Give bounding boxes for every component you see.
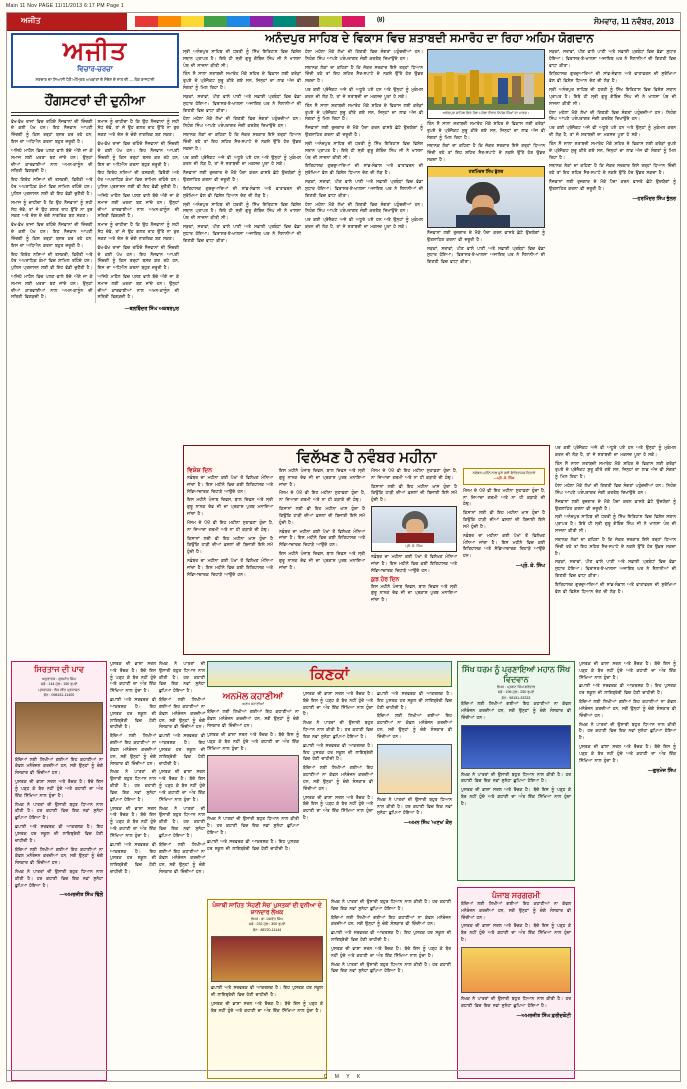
paragraph: ਮੌਸਮ ਦੇ ਪੱਖੋਂ ਵੀ ਇਹ ਮਹੀਨਾ ਸੁਹਾਵਣਾ ਹੁੰਦਾ ਹੈ, ਨਾ ਜ਼ਿਆਦਾ ਗਰਮੀ ਅਤੇ ਨਾ ਹੀ ਕੜਾਕੇ ਦੀ ਠੰਢ। bbox=[371, 468, 457, 480]
far-right-signature: —ਗੁਰਮੇਜ ਸਿੰਘ bbox=[647, 767, 676, 774]
paragraph: ਛਪਾਈ ਅਤੇ ਸਰਵਰਕ ਵੀ ਆਕਰਸ਼ਕ ਹੈ। ਇਹ ਪੁਸਤਕ ਹਰ ਸਕੂਲ ਦੀ ਲਾਇਬ੍ਰੇਰੀ ਵਿਚ ਹੋਣੀ ਚਾਹੀਦੀ ਹੈ। bbox=[303, 742, 373, 762]
left-article-signature: —ਬਲਵਿੰਦਰ ਸਿੰਘ ਅਕਬਰਪੁਰ bbox=[124, 306, 179, 313]
book-review-mid-title: ਪੰਜਾਬੀ ਸਾਹਿਤ 'ਸੋਹਣੀ ਸੋਚ' ਪੁਸਤਕਾਂ ਦੀ ਦੁਨੀਆ ਦੇ ਸ਼ਾਨਦਾਰ ਲੇਖਕ bbox=[212, 903, 322, 916]
paragraph: ਬੱਚਿਆਂ ਲਈ ਲਿਖੀਆਂ ਗਈਆਂ ਇਹ ਕਹਾਣੀਆਂ ਨਾ ਕੇਵਲ ਮਨੋਰੰਜਨ ਕਰਦੀਆਂ ਹਨ, ਸਗੋਂ ਉਨ੍ਹਾਂ ਨੂੰ ਚੰਗੇ ਸੰਸਕਾਰ ਵੀ ਦਿੰਦੀਆਂ ਹਨ। bbox=[159, 697, 205, 730]
paragraph: ਕਿਸਾਨਾਂ ਲਈ ਵੀ ਇਹ ਮਹੀਨਾ ਖ਼ਾਸ ਹੁੰਦਾ ਹੈ ਕਿਉਂਕਿ ਹਾੜੀ ਦੀਆਂ ਫ਼ਸਲਾਂ ਦੀ ਬਿਜਾਈ ਇਸੇ ਸਮੇਂ ਹੁੰਦੀ ਹੈ। bbox=[187, 535, 273, 555]
feature-column-4 bbox=[463, 468, 545, 569]
book-meta: ਸਫ਼ੇ : 196 ਮੁੱਲ : 250 ਰੁਪਏ bbox=[497, 690, 535, 695]
book-meta: ਸਫ਼ੇ : 144 ਮੁੱਲ : 150 ਰੁਪਏ bbox=[40, 682, 78, 687]
masthead-logo-box bbox=[11, 33, 179, 88]
paragraph: ਮੌਸਮ ਦੇ ਪੱਖੋਂ ਵੀ ਇਹ ਮਹੀਨਾ ਸੁਹਾਵਣਾ ਹੁੰਦਾ ਹੈ, ਨਾ ਜ਼ਿਆਦਾ ਗਰਮੀ ਅਤੇ ਨਾ ਹੀ ਕੜਾਕੇ ਦੀ ਠੰਢ। bbox=[187, 519, 273, 532]
paragraph: ਸ੍ਰੀ ਅਨੰਦਪੁਰ ਸਾਹਿਬ ਦੀ ਧਰਤੀ ਨੂੰ ਸਿੱਖ ਇਤਿਹਾਸ ਵਿਚ ਵਿਸ਼ੇਸ਼ ਸਥਾਨ ਪ੍ਰਾਪਤ ਹੈ। ਇਥੇ ਹੀ ਸ੍ਰੀ ਗੁਰੂ ਗੋਬਿੰਦ ਸਿੰਘ ਜੀ ਨੇ ਖਾਲਸਾ ਪੰਥ ਦੀ ਸਾਜਨਾ ਕੀਤੀ ਸੀ। bbox=[183, 49, 301, 68]
paragraph: ਪੁਸਤਕ ਦੀ ਭਾਸ਼ਾ ਸਰਲ ਅਤੇ ਰੌਚਕ ਹੈ। ਬੱਚੇ ਇਸ ਨੂੰ ਪੜ੍ਹ ਕੇ ਬੋਰ ਨਹੀਂ ਹੁੰਦੇ ਅਤੇ ਕਹਾਣੀ ਦਾ ਅੰਤ ਇੱਕ ਸਿੱਖਿਆ ਨਾਲ ਹੁੰਦਾ ਹੈ। bbox=[159, 769, 205, 802]
paragraph: ਇਤਿਹਾਸਕ ਗੁਰਦੁਆਰਿਆਂ ਦੀ ਸਾਂਭ-ਸੰਭਾਲ ਅਤੇ ਵਾਤਾਵਰਨ ਦੀ ਸੁਰੱਖਿਆ ਵੱਲ ਵੀ ਵਿਸ਼ੇਸ਼ ਧਿਆਨ ਦੇਣ ਦੀ ਲੋੜ ਹੈ। bbox=[183, 185, 301, 198]
paragraph: ਹੋਲਾ ਮਹੱਲਾ ਮੌਕੇ ਲੱਖਾਂ ਦੀ ਗਿਣਤੀ ਵਿਚ ਸੰਗਤਾਂ ਪਹੁੰਚਦੀਆਂ ਹਨ। ਨਿਹੰਗ ਸਿੰਘ ਆਪਣੇ ਪਰੰਪਰਾਗਤ ਜੰਗੀ ਕਰਤੱਬ ਦਿਖਾਉਂਦੇ ਹਨ। bbox=[305, 49, 423, 61]
paragraph: ਨੌਜਵਾਨਾਂ ਲਈ ਰੁਜ਼ਗਾਰ ਦੇ ਮੌਕੇ ਪੈਦਾ ਕਰਨ ਵਾਸਤੇ ਛੋਟੇ ਉਦਯੋਗਾਂ ਨੂੰ ਉਤਸ਼ਾਹਿਤ ਕਰਨਾ ਵੀ ਜ਼ਰੂਰੀ ਹੈ। bbox=[555, 498, 676, 511]
paragraph: ਛਪਾਈ ਅਤੇ ਸਰਵਰਕ ਵੀ ਆਕਰਸ਼ਕ ਹੈ। ਇਹ ਪੁਸਤਕ ਹਰ ਸਕੂਲ ਦੀ ਲਾਇਬ੍ਰੇਰੀ ਵਿਚ ਹੋਣੀ ਚਾਹੀਦੀ ਹੈ। bbox=[110, 697, 156, 730]
feature-subhead-2: ਕੁਝ ਹੋਰ ਦਿਨ bbox=[371, 576, 400, 583]
paragraph: ਇਸ ਮਹੀਨੇ ਪੰਜਾਬ ਦਿਵਸ, ਬਾਲ ਦਿਵਸ ਅਤੇ ਸ੍ਰੀ ਗੁਰੂ ਨਾਨਕ ਦੇਵ ਜੀ ਦਾ ਪ੍ਰਕਾਸ਼ ਪੁਰਬ ਮਨਾਇਆ ਜਾਂਦਾ ਹੈ। bbox=[371, 583, 457, 603]
kids-column-1 bbox=[207, 691, 299, 855]
paragraph: ਇਤਿਹਾਸਕ ਗੁਰਦੁਆਰਿਆਂ ਦੀ ਸਾਂਭ-ਸੰਭਾਲ ਅਤੇ ਵਾਤਾਵਰਨ ਦੀ ਸੁਰੱਖਿਆ ਵੱਲ ਵੀ ਵਿਸ਼ੇਸ਼ ਧਿਆਨ ਦੇਣ ਦੀ ਲੋੜ ਹੈ। bbox=[555, 581, 676, 594]
paragraph: ਸੜਕਾਂ, ਸਰਾਵਾਂ, ਪੀਣ ਵਾਲੇ ਪਾਣੀ ਅਤੇ ਸਫ਼ਾਈ ਪ੍ਰਬੰਧਾਂ ਵਿਚ ਵੱਡਾ ਸੁਧਾਰ ਹੋਇਆ। ਵਿਰਾਸਤ-ਏ-ਖਾਲਸਾ ਅਜਾਇਬ ਘਰ ਨੇ ਸੈਲਾਨੀਆਂ ਦੀ ਗਿਣਤੀ ਵਿਚ ਵਾਧਾ ਕੀਤਾ। bbox=[183, 224, 301, 243]
paragraph: ਛਪਾਈ ਅਤੇ ਸਰਵਰਕ ਵੀ ਆਕਰਸ਼ਕ ਹੈ। ਇਹ ਪੁਸਤਕ ਹਰ ਸਕੂਲ ਦੀ ਲਾਇਬ੍ਰੇਰੀ ਵਿਚ ਹੋਣੀ ਚਾਹੀਦੀ ਹੈ। bbox=[377, 691, 452, 710]
photo-caption: ਅਨੰਦਪੁਰ ਸਾਹਿਬ ਵਿਖੇ ਹੋਲਾ ਮਹੱਲਾ ਦੌਰਾਨ ਨਿਹੰਗ ਸਿੰਘਾਂ ਦਾ ਮਾਰਚ। bbox=[428, 110, 544, 116]
book-meta: ਸਫ਼ੇ : 232 ਮੁੱਲ : 300 ਰੁਪਏ bbox=[248, 922, 286, 927]
book-review-right bbox=[457, 661, 575, 881]
paragraph: ਸ੍ਰੀ ਅਨੰਦਪੁਰ ਸਾਹਿਬ ਦੀ ਧਰਤੀ ਨੂੰ ਸਿੱਖ ਇਤਿਹਾਸ ਵਿਚ ਵਿਸ਼ੇਸ਼ ਸਥਾਨ ਪ੍ਰਾਪਤ ਹੈ। ਇਥੇ ਹੀ ਸ੍ਰੀ ਗੁਰੂ ਗੋਬਿੰਦ ਸਿੰਘ ਜੀ ਨੇ ਖਾਲਸਾ ਪੰਥ ਦੀ ਸਾਜਨਾ ਕੀਤੀ ਸੀ। bbox=[305, 140, 423, 160]
feature-column-1 bbox=[187, 468, 273, 581]
kids-banner-title: ਕਿਣਕਾਂ bbox=[309, 666, 350, 683]
punjab-sargarmi-signature: —ਅਮਰਜੀਤ ਸਿੰਘ ਫ਼ਰੀਦਕੋਟੀ bbox=[516, 1012, 571, 1019]
paragraph: ਨੌਜਵਾਨਾਂ ਲਈ ਰੁਜ਼ਗਾਰ ਦੇ ਮੌਕੇ ਪੈਦਾ ਕਰਨ ਵਾਸਤੇ ਛੋਟੇ ਉਦਯੋਗਾਂ ਨੂੰ ਉਤਸ਼ਾਹਿਤ ਕਰਨਾ ਵੀ ਜ਼ਰੂਰੀ ਹੈ। bbox=[549, 179, 676, 191]
paragraph: ਇਹ ਗਿਰੋਹ ਨਸ਼ਿਆਂ ਦੀ ਤਸਕਰੀ, ਫਿਰੌਤੀ ਅਤੇ ਹੋਰ ਅਪਰਾਧਿਕ ਕੰਮਾਂ ਵਿਚ ਸ਼ਾਮਿਲ ਰਹਿੰਦੇ ਹਨ। ਪੁਲਿਸ ਪ੍ਰਸ਼ਾਸਨ ਲਈ ਵੀ ਇਹ ਵੱਡੀ ਚੁਣੌਤੀ ਹੈ। bbox=[97, 170, 179, 190]
paragraph: ਸੜਕਾਂ, ਸਰਾਵਾਂ, ਪੀਣ ਵਾਲੇ ਪਾਣੀ ਅਤੇ ਸਫ਼ਾਈ ਪ੍ਰਬੰਧਾਂ ਵਿਚ ਵੱਡਾ ਸੁਧਾਰ ਹੋਇਆ। ਵਿਰਾਸਤ-ਏ-ਖਾਲਸਾ ਅਜਾਇਬ ਘਰ ਨੇ ਸੈਲਾਨੀਆਂ ਦੀ ਗਿਣਤੀ ਵਿਚ ਵਾਧਾ ਕੀਤਾ। bbox=[305, 179, 423, 198]
paragraph: ਛਪਾਈ ਅਤੇ ਸਰਵਰਕ ਵੀ ਆਕਰਸ਼ਕ ਹੈ। ਇਹ ਪੁਸਤਕ ਹਰ ਸਕੂਲ ਦੀ ਲਾਇਬ੍ਰੇਰੀ ਵਿਚ ਹੋਣੀ ਚਾਹੀਦੀ ਹੈ। bbox=[579, 683, 676, 696]
masthead-subtitle: ਵਿਚਾਰ-ਚਰਚਾ bbox=[77, 66, 113, 73]
date-line: ਸੋਮਵਾਰ, 11 ਨਵੰਬਰ, 2013 bbox=[593, 17, 674, 26]
paragraph: ਅਜਿਹੇ ਮਾਹੌਲ ਵਿਚ ਪਲਣ ਵਾਲੇ ਬੱਚੇ ਅੱਗੇ ਜਾ ਕੇ ਸਮਾਜ ਲਈ ਖ਼ਤਰਾ ਬਣ ਜਾਂਦੇ ਹਨ। ਉਨ੍ਹਾਂ ਦੀਆਂ ਕਾਰਵਾਈਆਂ ਨਾਲ ਅਮਨ-ਕਾਨੂੰਨ ਦੀ ਸਥਿਤੀ ਵਿਗੜਦੀ ਹੈ। bbox=[97, 273, 179, 300]
paragraph: ਬੱਚਿਆਂ ਲਈ ਲਿਖੀਆਂ ਗਈਆਂ ਇਹ ਕਹਾਣੀਆਂ ਨਾ ਕੇਵਲ ਮਨੋਰੰਜਨ ਕਰਦੀਆਂ ਹਨ, ਸਗੋਂ ਉਨ੍ਹਾਂ ਨੂੰ ਚੰਗੇ ਸੰਸਕਾਰ ਵੀ ਦਿੰਦੀਆਂ ਹਨ। bbox=[110, 733, 156, 766]
book-meta: ਲੇਖਕ : ਡਾ. ਜਸਵੰਤ ਸਿੰਘ bbox=[250, 917, 284, 921]
left-column bbox=[11, 33, 179, 312]
paragraph: ਸ੍ਰੀ ਅਨੰਦਪੁਰ ਸਾਹਿਬ ਦੀ ਧਰਤੀ ਨੂੰ ਸਿੱਖ ਇਤਿਹਾਸ ਵਿਚ ਵਿਸ਼ੇਸ਼ ਸਥਾਨ ਪ੍ਰਾਪਤ ਹੈ। ਇਥੇ ਹੀ ਸ੍ਰੀ ਗੁਰੂ ਗੋਬਿੰਦ ਸਿੰਘ ਜੀ ਨੇ ਖਾਲਸਾ ਪੰਥ ਦੀ ਸਾਜਨਾ ਕੀਤੀ ਸੀ। bbox=[549, 87, 676, 106]
paragraph: ਤਿੰਨ ਸੌ ਸਾਲਾ ਸ਼ਤਾਬਦੀ ਸਮਾਰੋਹ ਮੌਕੇ ਸ਼ਹਿਰ ਦੇ ਵਿਕਾਸ ਲਈ ਕਰੋੜਾਂ ਰੁਪਏ ਦੇ ਪ੍ਰੋਜੈਕਟ ਸ਼ੁਰੂ ਕੀਤੇ ਗਏ ਸਨ, ਜਿਨ੍ਹਾਂ ਦਾ ਲਾਭ ਅੱਜ ਵੀ ਸੰਗਤਾਂ ਨੂੰ ਮਿਲ ਰਿਹਾ ਹੈ। bbox=[183, 71, 301, 91]
paragraph: ਬੱਚਿਆਂ ਲਈ ਲਿਖੀਆਂ ਗਈਆਂ ਇਹ ਕਹਾਣੀਆਂ ਨਾ ਕੇਵਲ ਮਨੋਰੰਜਨ ਕਰਦੀਆਂ ਹਨ, ਸਗੋਂ ਉਨ੍ਹਾਂ ਨੂੰ ਚੰਗੇ ਸੰਸਕਾਰ ਵੀ ਦਿੰਦੀਆਂ ਹਨ। bbox=[377, 713, 452, 739]
paragraph: ਤਿੰਨ ਸੌ ਸਾਲਾ ਸ਼ਤਾਬਦੀ ਸਮਾਰੋਹ ਮੌਕੇ ਸ਼ਹਿਰ ਦੇ ਵਿਕਾਸ ਲਈ ਕਰੋੜਾਂ ਰੁਪਏ ਦੇ ਪ੍ਰੋਜੈਕਟ ਸ਼ੁਰੂ ਕੀਤੇ ਗਏ ਸਨ, ਜਿਨ੍ਹਾਂ ਦਾ ਲਾਭ ਅੱਜ ਵੀ ਸੰਗਤਾਂ ਨੂੰ ਮਿਲ ਰਿਹਾ ਹੈ। bbox=[305, 102, 423, 122]
masthead-strapline: ਸਰਦਾਰ ਦਾ ਸਿਆਸੀ ਪੈਰੋਂ ਅੰਮ੍ਰਿਤ ਅਖਬਾਰਾਂ ਦੇ ਸੰਦੇਸ਼ ਦੇ ਨਾਲ ਦੀ — ਲੋਕ ਰਾਜਧਾਨੀ bbox=[35, 77, 155, 82]
far-right-column bbox=[579, 661, 676, 774]
right-rail-column bbox=[555, 445, 676, 598]
paragraph: ਕਿਸਾਨਾਂ ਲਈ ਵੀ ਇਹ ਮਹੀਨਾ ਖ਼ਾਸ ਹੁੰਦਾ ਹੈ ਕਿਉਂਕਿ ਹਾੜੀ ਦੀਆਂ ਫ਼ਸਲਾਂ ਦੀ ਬਿਜਾਈ ਇਸੇ ਸਮੇਂ ਹੁੰਦੀ ਹੈ। bbox=[371, 483, 457, 503]
paragraph: ਲੇਖਕ ਨੇ ਪਾਤਰਾਂ ਦੀ ਉਸਾਰੀ ਬਹੁਤ ਧਿਆਨ ਨਾਲ ਕੀਤੀ ਹੈ। ਹਰ ਕਹਾਣੀ ਵਿਚ ਇਕ ਨਵਾਂ ਸੁਨੇਹਾ ਛੁਪਿਆ ਹੋਇਆ ਹੈ। bbox=[15, 801, 103, 821]
paragraph: ਸ੍ਰੀ ਅਨੰਦਪੁਰ ਸਾਹਿਬ ਦੀ ਧਰਤੀ ਨੂੰ ਸਿੱਖ ਇਤਿਹਾਸ ਵਿਚ ਵਿਸ਼ੇਸ਼ ਸਥਾਨ ਪ੍ਰਾਪਤ ਹੈ। ਇਥੇ ਹੀ ਸ੍ਰੀ ਗੁਰੂ ਗੋਬਿੰਦ ਸਿੰਘ ਜੀ ਨੇ ਖਾਲਸਾ ਪੰਥ ਦੀ ਸਾਜਨਾ ਕੀਤੀ ਸੀ। bbox=[555, 514, 676, 534]
paragraph: ਪੁਸਤਕ ਦੀ ਭਾਸ਼ਾ ਸਰਲ ਅਤੇ ਰੌਚਕ ਹੈ। ਬੱਚੇ ਇਸ ਨੂੰ ਪੜ੍ਹ ਕੇ ਬੋਰ ਨਹੀਂ ਹੁੰਦੇ ਅਤੇ ਕਹਾਣੀ ਦਾ ਅੰਤ ਇੱਕ ਸਿੱਖਿਆ ਨਾਲ ਹੁੰਦਾ ਹੈ। bbox=[331, 945, 451, 958]
bottom-column-text bbox=[331, 899, 451, 977]
story-column-2 bbox=[305, 49, 423, 233]
punjab-illustration bbox=[461, 947, 571, 993]
paragraph: ਲੇਖਕ ਨੇ ਪਾਤਰਾਂ ਦੀ ਉਸਾਰੀ ਬਹੁਤ ਧਿਆਨ ਨਾਲ ਕੀਤੀ ਹੈ। ਹਰ ਕਹਾਣੀ ਵਿਚ ਇਕ ਨਵਾਂ ਸੁਨੇਹਾ ਛੁਪਿਆ ਹੋਇਆ ਹੈ। bbox=[579, 721, 676, 741]
paragraph: ਲੇਖਕ ਨੇ ਪਾਤਰਾਂ ਦੀ ਉਸਾਰੀ ਬਹੁਤ ਧਿਆਨ ਨਾਲ ਕੀਤੀ ਹੈ। ਹਰ ਕਹਾਣੀ ਵਿਚ ਇਕ ਨਵਾਂ ਸੁਨੇਹਾ ਛੁਪਿਆ ਹੋਇਆ ਹੈ। bbox=[331, 899, 451, 911]
paragraph: ਵੱਖ-ਵੱਖ ਰਾਜਾਂ ਵਿਚ ਰਹਿੰਦੇ ਨੌਜਵਾਨਾਂ ਦੀ ਜ਼ਿੰਦਗੀ ਦੇ ਕਈ ਪੱਖ ਹਨ। ਇਹ ਨੌਜਵਾਨ ਆਪਣੀ ਜ਼ਿੰਦਗੀ ਨੂੰ ਕਿਸ ਤਰ੍ਹਾਂ ਬਸਰ ਕਰ ਰਹੇ ਹਨ, ਇਸ ਦਾ ਅਧਿਐਨ ਕਰਨਾ ਬਹੁਤ ਜ਼ਰੂਰੀ ਹੈ। bbox=[11, 118, 93, 145]
book-review-left bbox=[11, 661, 107, 1081]
page-number: (੪) bbox=[377, 17, 385, 23]
paragraph: ਪੁਸਤਕ ਦੀ ਭਾਸ਼ਾ ਸਰਲ ਅਤੇ ਰੌਚਕ ਹੈ। ਬੱਚੇ ਇਸ ਨੂੰ ਪੜ੍ਹ ਕੇ ਬੋਰ ਨਹੀਂ ਹੁੰਦੇ ਅਤੇ ਕਹਾਣੀ ਦਾ ਅੰਤ ਇੱਕ ਸਿੱਖਿਆ ਨਾਲ ਹੁੰਦਾ ਹੈ। bbox=[303, 794, 373, 821]
paragraph: ਲੇਖਕ ਨੇ ਪਾਤਰਾਂ ਦੀ ਉਸਾਰੀ ਬਹੁਤ ਧਿਆਨ ਨਾਲ ਕੀਤੀ ਹੈ। ਹਰ ਕਹਾਣੀ ਵਿਚ ਇਕ ਨਵਾਂ ਸੁਨੇਹਾ ਛੁਪਿਆ ਹੋਇਆ ਹੈ। bbox=[159, 661, 205, 694]
feature-portrait bbox=[371, 506, 457, 552]
paragraph: ਅਜਿਹੇ ਮਾਹੌਲ ਵਿਚ ਪਲਣ ਵਾਲੇ ਬੱਚੇ ਅੱਗੇ ਜਾ ਕੇ ਸਮਾਜ ਲਈ ਖ਼ਤਰਾ ਬਣ ਜਾਂਦੇ ਹਨ। ਉਨ੍ਹਾਂ ਦੀਆਂ ਕਾਰਵਾਈਆਂ ਨਾਲ ਅਮਨ-ਕਾਨੂੰਨ ਦੀ ਸਥਿਤੀ ਵਿਗੜਦੀ ਹੈ। bbox=[11, 273, 93, 300]
paragraph: ਪਰ ਕਈ ਪ੍ਰੋਜੈਕਟ ਅਜੇ ਵੀ ਅਧੂਰੇ ਪਏ ਹਨ ਅਤੇ ਉਨ੍ਹਾਂ ਨੂੰ ਮੁਕੰਮਲ ਕਰਨ ਦੀ ਲੋੜ ਹੈ, ਤਾਂ ਜੋ ਸ਼ਤਾਬਦੀ ਦਾ ਮਕਸਦ ਪੂਰਾ ਹੋ ਸਕੇ। bbox=[555, 445, 676, 457]
story-column-4 bbox=[549, 49, 676, 202]
paragraph: ਸਥਾਨਕ ਲੋਕਾਂ ਦਾ ਕਹਿਣਾ ਹੈ ਕਿ ਜੇਕਰ ਸਰਕਾਰ ਇਸੇ ਤਰ੍ਹਾਂ ਧਿਆਨ ਦਿੰਦੀ ਰਹੇ ਤਾਂ ਇਹ ਸ਼ਹਿਰ ਸੈਰ-ਸਪਾਟੇ ਦੇ ਨਕਸ਼ੇ ਉੱਤੇ ਹੋਰ ਉਭਰ ਸਕਦਾ ਹੈ। bbox=[183, 132, 301, 151]
paragraph: ਲੇਖਕ ਨੇ ਪਾਤਰਾਂ ਦੀ ਉਸਾਰੀ ਬਹੁਤ ਧਿਆਨ ਨਾਲ ਕੀਤੀ ਹੈ। ਹਰ ਕਹਾਣੀ ਵਿਚ ਇਕ ਨਵਾਂ ਸੁਨੇਹਾ ਛੁਪਿਆ ਹੋਇਆ ਹੈ। bbox=[303, 720, 373, 739]
paragraph: ਛਪਾਈ ਅਤੇ ਸਰਵਰਕ ਵੀ ਆਕਰਸ਼ਕ ਹੈ। ਇਹ ਪੁਸਤਕ ਹਰ ਸਕੂਲ ਦੀ ਲਾਇਬ੍ਰੇਰੀ ਵਿਚ ਹੋਣੀ ਚਾਹੀਦੀ ਹੈ। bbox=[159, 733, 205, 766]
paragraph: ਸੜਕਾਂ, ਸਰਾਵਾਂ, ਪੀਣ ਵਾਲੇ ਪਾਣੀ ਅਤੇ ਸਫ਼ਾਈ ਪ੍ਰਬੰਧਾਂ ਵਿਚ ਵੱਡਾ ਸੁਧਾਰ ਹੋਇਆ। ਵਿਰਾਸਤ-ਏ-ਖਾਲਸਾ ਅਜਾਇਬ ਘਰ ਨੇ ਸੈਲਾਨੀਆਂ ਦੀ ਗਿਣਤੀ ਵਿਚ ਵਾਧਾ ਕੀਤਾ। bbox=[183, 93, 301, 113]
paragraph: ਇਹ ਗਿਰੋਹ ਨਸ਼ਿਆਂ ਦੀ ਤਸਕਰੀ, ਫਿਰੌਤੀ ਅਤੇ ਹੋਰ ਅਪਰਾਧਿਕ ਕੰਮਾਂ ਵਿਚ ਸ਼ਾਮਿਲ ਰਹਿੰਦੇ ਹਨ। ਪੁਲਿਸ ਪ੍ਰਸ਼ਾਸਨ ਲਈ ਵੀ ਇਹ ਵੱਡੀ ਚੁਣੌਤੀ ਹੈ। bbox=[11, 177, 93, 196]
paragraph: ਪਰ ਕਈ ਪ੍ਰੋਜੈਕਟ ਅਜੇ ਵੀ ਅਧੂਰੇ ਪਏ ਹਨ ਅਤੇ ਉਨ੍ਹਾਂ ਨੂੰ ਮੁਕੰਮਲ ਕਰਨ ਦੀ ਲੋੜ ਹੈ, ਤਾਂ ਜੋ ਸ਼ਤਾਬਦੀ ਦਾ ਮਕਸਦ ਪੂਰਾ ਹੋ ਸਕੇ। bbox=[183, 154, 301, 167]
feature-portrait-caption: ਪ੍ਰੋ. ਕੇ. ਸਿੰਘ bbox=[372, 543, 456, 549]
paragraph: ਬੱਚਿਆਂ ਲਈ ਲਿਖੀਆਂ ਗਈਆਂ ਇਹ ਕਹਾਣੀਆਂ ਨਾ ਕੇਵਲ ਮਨੋਰੰਜਨ ਕਰਦੀਆਂ ਹਨ, ਸਗੋਂ ਉਨ੍ਹਾਂ ਨੂੰ ਚੰਗੇ ਸੰਸਕਾਰ ਵੀ ਦਿੰਦੀਆਂ ਹਨ। bbox=[461, 701, 571, 720]
paragraph: ਸੜਕਾਂ, ਸਰਾਵਾਂ, ਪੀਣ ਵਾਲੇ ਪਾਣੀ ਅਤੇ ਸਫ਼ਾਈ ਪ੍ਰਬੰਧਾਂ ਵਿਚ ਵੱਡਾ ਸੁਧਾਰ ਹੋਇਆ। ਵਿਰਾਸਤ-ਏ-ਖਾਲਸਾ ਅਜਾਇਬ ਘਰ ਨੇ ਸੈਲਾਨੀਆਂ ਦੀ ਗਿਣਤੀ ਵਿਚ ਵਾਧਾ ਕੀਤਾ। bbox=[427, 245, 545, 265]
paragraph: ਲੇਖਕ ਨੇ ਪਾਤਰਾਂ ਦੀ ਉਸਾਰੀ ਬਹੁਤ ਧਿਆਨ ਨਾਲ ਕੀਤੀ ਹੈ। ਹਰ ਕਹਾਣੀ ਵਿਚ ਇਕ ਨਵਾਂ ਸੁਨੇਹਾ ਛੁਪਿਆ ਹੋਇਆ ਹੈ। bbox=[207, 816, 299, 836]
paragraph: ਛਪਾਈ ਅਤੇ ਸਰਵਰਕ ਵੀ ਆਕਰਸ਼ਕ ਹੈ। ਇਹ ਪੁਸਤਕ ਹਰ ਸਕੂਲ ਦੀ ਲਾਇਬ੍ਰੇਰੀ ਵਿਚ ਹੋਣੀ ਚਾਹੀਦੀ ਹੈ। bbox=[331, 930, 451, 943]
paragraph: ਵੱਖ-ਵੱਖ ਰਾਜਾਂ ਵਿਚ ਰਹਿੰਦੇ ਨੌਜਵਾਨਾਂ ਦੀ ਜ਼ਿੰਦਗੀ ਦੇ ਕਈ ਪੱਖ ਹਨ। ਇਹ ਨੌਜਵਾਨ ਆਪਣੀ ਜ਼ਿੰਦਗੀ ਨੂੰ ਕਿਸ ਤਰ੍ਹਾਂ ਬਸਰ ਕਰ ਰਹੇ ਹਨ, ਇਸ ਦਾ ਅਧਿਐਨ ਕਰਨਾ ਬਹੁਤ ਜ਼ਰੂਰੀ ਹੈ। bbox=[97, 141, 179, 167]
paragraph: ਬੱਚਿਆਂ ਲਈ ਲਿਖੀਆਂ ਗਈਆਂ ਇਹ ਕਹਾਣੀਆਂ ਨਾ ਕੇਵਲ ਮਨੋਰੰਜਨ ਕਰਦੀਆਂ ਹਨ, ਸਗੋਂ ਉਨ੍ਹਾਂ ਨੂੰ ਚੰਗੇ ਸੰਸਕਾਰ ਵੀ ਦਿੰਦੀਆਂ ਹਨ। bbox=[579, 699, 676, 718]
paragraph: ਸਮਾਜ ਨੂੰ ਚਾਹੀਦਾ ਹੈ ਕਿ ਉਹ ਨੌਜਵਾਨਾਂ ਨੂੰ ਸਹੀ ਸੇਧ ਦੇਵੇ, ਤਾਂ ਜੋ ਉਹ ਗਲਤ ਰਾਹ ਉੱਤੇ ਨਾ ਤੁਰ ਸਕਣ ਅਤੇ ਦੇਸ਼ ਦੇ ਚੰਗੇ ਨਾਗਰਿਕ ਬਣ ਸਕਣ। bbox=[97, 222, 179, 241]
paragraph: ਇਸ ਮਹੀਨੇ ਪੰਜਾਬ ਦਿਵਸ, ਬਾਲ ਦਿਵਸ ਅਤੇ ਸ੍ਰੀ ਗੁਰੂ ਨਾਨਕ ਦੇਵ ਜੀ ਦਾ ਪ੍ਰਕਾਸ਼ ਪੁਰਬ ਮਨਾਇਆ ਜਾਂਦਾ ਹੈ। bbox=[187, 497, 273, 517]
paragraph: ਨਵੰਬਰ ਦਾ ਮਹੀਨਾ ਕਈ ਪੱਖਾਂ ਤੋਂ ਵਿਲੱਖਣ ਮੰਨਿਆ ਜਾਂਦਾ ਹੈ। ਇਸ ਮਹੀਨੇ ਵਿਚ ਕਈ ਇਤਿਹਾਸਕ ਅਤੇ ਸੱਭਿਆਚਾਰਕ ਦਿਹਾੜੇ ਆਉਂਦੇ ਹਨ। bbox=[463, 532, 545, 559]
paragraph: ਨਵੰਬਰ ਦਾ ਮਹੀਨਾ ਕਈ ਪੱਖਾਂ ਤੋਂ ਵਿਲੱਖਣ ਮੰਨਿਆ ਜਾਂਦਾ ਹੈ। ਇਸ ਮਹੀਨੇ ਵਿਚ ਕਈ ਇਤਿਹਾਸਕ ਅਤੇ ਸੱਭਿਆਚਾਰਕ ਦਿਹਾੜੇ ਆਉਂਦੇ ਹਨ। bbox=[279, 528, 365, 548]
feature-note-sign: —ਪ੍ਰੋ. ਕੇ. ਸਿੰਘ bbox=[493, 476, 515, 481]
paragraph: ਇਹ ਗਿਰੋਹ ਨਸ਼ਿਆਂ ਦੀ ਤਸਕਰੀ, ਫਿਰੌਤੀ ਅਤੇ ਹੋਰ ਅਪਰਾਧਿਕ ਕੰਮਾਂ ਵਿਚ ਸ਼ਾਮਿਲ ਰਹਿੰਦੇ ਹਨ। ਪੁਲਿਸ ਪ੍ਰਸ਼ਾਸਨ ਲਈ ਵੀ ਇਹ ਵੱਡੀ ਚੁਣੌਤੀ ਹੈ। bbox=[11, 251, 93, 271]
paragraph: ਛਪਾਈ ਅਤੇ ਸਰਵਰਕ ਵੀ ਆਕਰਸ਼ਕ ਹੈ। ਇਹ ਪੁਸਤਕ ਹਰ ਸਕੂਲ ਦੀ ਲਾਇਬ੍ਰੇਰੀ ਵਿਚ ਹੋਣੀ ਚਾਹੀਦੀ ਹੈ। bbox=[211, 985, 323, 997]
main-story-byline: —ਹਰਮਿੰਦਰ ਸਿੰਘ ਭੁੱਲਰ bbox=[632, 195, 676, 202]
paragraph: ਅਜਿਹੇ ਮਾਹੌਲ ਵਿਚ ਪਲਣ ਵਾਲੇ ਬੱਚੇ ਅੱਗੇ ਜਾ ਕੇ ਸਮਾਜ ਲਈ ਖ਼ਤਰਾ ਬਣ ਜਾਂਦੇ ਹਨ। ਉਨ੍ਹਾਂ ਦੀਆਂ ਕਾਰਵਾਈਆਂ ਨਾਲ ਅਮਨ-ਕਾਨੂੰਨ ਦੀ ਸਥਿਤੀ ਵਿਗੜਦੀ ਹੈ। bbox=[97, 192, 179, 219]
book-cover-image-3 bbox=[211, 936, 323, 982]
paragraph: ਛਪਾਈ ਅਤੇ ਸਰਵਰਕ ਵੀ ਆਕਰਸ਼ਕ ਹੈ। ਇਹ ਪੁਸਤਕ ਹਰ ਸਕੂਲ ਦੀ ਲਾਇਬ੍ਰੇਰੀ ਵਿਚ ਹੋਣੀ ਚਾਹੀਦੀ ਹੈ। bbox=[207, 838, 299, 851]
left-article-title: ਹੌਂਗਸਟਰਾਂ ਦੀ ਦੁਨੀਆ bbox=[44, 92, 146, 108]
book-review-left-signature: —ਅਮਰਜੀਤ ਸਿੰਘ ਢਿੱਲੋਂ bbox=[59, 892, 103, 899]
paragraph: ਪਰ ਕਈ ਪ੍ਰੋਜੈਕਟ ਅਜੇ ਵੀ ਅਧੂਰੇ ਪਏ ਹਨ ਅਤੇ ਉਨ੍ਹਾਂ ਨੂੰ ਮੁਕੰਮਲ ਕਰਨ ਦੀ ਲੋੜ ਹੈ, ਤਾਂ ਜੋ ਸ਼ਤਾਬਦੀ ਦਾ ਮਕਸਦ ਪੂਰਾ ਹੋ ਸਕੇ। bbox=[549, 125, 676, 138]
paragraph: ਨੌਜਵਾਨਾਂ ਲਈ ਰੁਜ਼ਗਾਰ ਦੇ ਮੌਕੇ ਪੈਦਾ ਕਰਨ ਵਾਸਤੇ ਛੋਟੇ ਉਦਯੋਗਾਂ ਨੂੰ ਉਤਸ਼ਾਹਿਤ ਕਰਨਾ ਵੀ ਜ਼ਰੂਰੀ ਹੈ। bbox=[427, 229, 545, 242]
paragraph: ਸਥਾਨਕ ਲੋਕਾਂ ਦਾ ਕਹਿਣਾ ਹੈ ਕਿ ਜੇਕਰ ਸਰਕਾਰ ਇਸੇ ਤਰ੍ਹਾਂ ਧਿਆਨ ਦਿੰਦੀ ਰਹੇ ਤਾਂ ਇਹ ਸ਼ਹਿਰ ਸੈਰ-ਸਪਾਟੇ ਦੇ ਨਕਸ਼ੇ ਉੱਤੇ ਹੋਰ ਉਭਰ ਸਕਦਾ ਹੈ। bbox=[427, 143, 545, 163]
paragraph: ਸਮਾਜ ਨੂੰ ਚਾਹੀਦਾ ਹੈ ਕਿ ਉਹ ਨੌਜਵਾਨਾਂ ਨੂੰ ਸਹੀ ਸੇਧ ਦੇਵੇ, ਤਾਂ ਜੋ ਉਹ ਗਲਤ ਰਾਹ ਉੱਤੇ ਨਾ ਤੁਰ ਸਕਣ ਅਤੇ ਦੇਸ਼ ਦੇ ਚੰਗੇ ਨਾਗਰਿਕ ਬਣ ਸਕਣ। bbox=[11, 199, 93, 219]
feature-column-2 bbox=[279, 468, 365, 574]
portrait-nameplate: ਹਰਮਿੰਦਰ ਸਿੰਘ ਭੁੱਲਰ bbox=[428, 167, 544, 177]
book-meta: ਪ੍ਰਕਾਸ਼ਕ : ਲੋਕ ਗੀਤ ਪ੍ਰਕਾਸ਼ਨ bbox=[38, 687, 80, 692]
filler-column-a bbox=[110, 661, 156, 878]
book-meta: ਫ਼ੋਨ : 098151-11400 bbox=[43, 693, 75, 698]
divider bbox=[11, 112, 179, 116]
paragraph: ਇਸ ਮਹੀਨੇ ਪੰਜਾਬ ਦਿਵਸ, ਬਾਲ ਦਿਵਸ ਅਤੇ ਸ੍ਰੀ ਗੁਰੂ ਨਾਨਕ ਦੇਵ ਜੀ ਦਾ ਪ੍ਰਕਾਸ਼ ਪੁਰਬ ਮਨਾਇਆ ਜਾਂਦਾ ਹੈ। bbox=[279, 468, 365, 487]
page-sheet bbox=[6, 12, 681, 1082]
paragraph: ਬੱਚਿਆਂ ਲਈ ਲਿਖੀਆਂ ਗਈਆਂ ਇਹ ਕਹਾਣੀਆਂ ਨਾ ਕੇਵਲ ਮਨੋਰੰਜਨ ਕਰਦੀਆਂ ਹਨ, ਸਗੋਂ ਉਨ੍ਹਾਂ ਨੂੰ ਚੰਗੇ ਸੰਸਕਾਰ ਵੀ ਦਿੰਦੀਆਂ ਹਨ। bbox=[15, 846, 103, 866]
paragraph: ਵੱਖ-ਵੱਖ ਰਾਜਾਂ ਵਿਚ ਰਹਿੰਦੇ ਨੌਜਵਾਨਾਂ ਦੀ ਜ਼ਿੰਦਗੀ ਦੇ ਕਈ ਪੱਖ ਹਨ। ਇਹ ਨੌਜਵਾਨ ਆਪਣੀ ਜ਼ਿੰਦਗੀ ਨੂੰ ਕਿਸ ਤਰ੍ਹਾਂ ਬਸਰ ਕਰ ਰਹੇ ਹਨ, ਇਸ ਦਾ ਅਧਿਐਨ ਕਰਨਾ ਬਹੁਤ ਜ਼ਰੂਰੀ ਹੈ। bbox=[11, 222, 93, 248]
paragraph: ਪੁਸਤਕ ਦੀ ਭਾਸ਼ਾ ਸਰਲ ਅਤੇ ਰੌਚਕ ਹੈ। ਬੱਚੇ ਇਸ ਨੂੰ ਪੜ੍ਹ ਕੇ ਬੋਰ ਨਹੀਂ ਹੁੰਦੇ ਅਤੇ ਕਹਾਣੀ ਦਾ ਅੰਤ ਇੱਕ ਸਿੱਖਿਆ ਨਾਲ ਹੁੰਦਾ ਹੈ। bbox=[110, 661, 156, 694]
footer-bar bbox=[7, 1070, 680, 1081]
paragraph: ਨੌਜਵਾਨਾਂ ਲਈ ਰੁਜ਼ਗਾਰ ਦੇ ਮੌਕੇ ਪੈਦਾ ਕਰਨ ਵਾਸਤੇ ਛੋਟੇ ਉਦਯੋਗਾਂ ਨੂੰ ਉਤਸ਼ਾਹਿਤ ਕਰਨਾ ਵੀ ਜ਼ਰੂਰੀ ਹੈ। bbox=[183, 170, 301, 183]
filler-column-b bbox=[159, 661, 205, 878]
paragraph: ਲੇਖਕ ਨੇ ਪਾਤਰਾਂ ਦੀ ਉਸਾਰੀ ਬਹੁਤ ਧਿਆਨ ਨਾਲ ਕੀਤੀ ਹੈ। ਹਰ ਕਹਾਣੀ ਵਿਚ ਇਕ ਨਵਾਂ ਸੁਨੇਹਾ ਛੁਪਿਆ ਹੋਇਆ ਹੈ। bbox=[377, 796, 452, 816]
paragraph: ਲੇਖਕ ਨੇ ਪਾਤਰਾਂ ਦੀ ਉਸਾਰੀ ਬਹੁਤ ਧਿਆਨ ਨਾਲ ਕੀਤੀ ਹੈ। ਹਰ ਕਹਾਣੀ ਵਿਚ ਇਕ ਨਵਾਂ ਸੁਨੇਹਾ ਛੁਪਿਆ ਹੋਇਆ ਹੈ। bbox=[110, 769, 156, 802]
author-portrait bbox=[427, 166, 545, 228]
paragraph: ਨਵੰਬਰ ਦਾ ਮਹੀਨਾ ਕਈ ਪੱਖਾਂ ਤੋਂ ਵਿਲੱਖਣ ਮੰਨਿਆ ਜਾਂਦਾ ਹੈ। ਇਸ ਮਹੀਨੇ ਵਿਚ ਕਈ ਇਤਿਹਾਸਕ ਅਤੇ ਸੱਭਿਆਚਾਰਕ ਦਿਹਾੜੇ ਆਉਂਦੇ ਹਨ। bbox=[187, 475, 273, 494]
feature-signature: —ਪ੍ਰੋ. ਕੇ. ਸਿੰਘ bbox=[516, 563, 545, 570]
paragraph: ਹੋਲਾ ਮਹੱਲਾ ਮੌਕੇ ਲੱਖਾਂ ਦੀ ਗਿਣਤੀ ਵਿਚ ਸੰਗਤਾਂ ਪਹੁੰਚਦੀਆਂ ਹਨ। ਨਿਹੰਗ ਸਿੰਘ ਆਪਣੇ ਪਰੰਪਰਾਗਤ ਜੰਗੀ ਕਰਤੱਬ ਦਿਖਾਉਂਦੇ ਹਨ। bbox=[305, 201, 423, 214]
paragraph: ਨਵੰਬਰ ਦਾ ਮਹੀਨਾ ਕਈ ਪੱਖਾਂ ਤੋਂ ਵਿਲੱਖਣ ਮੰਨਿਆ ਜਾਂਦਾ ਹੈ। ਇਸ ਮਹੀਨੇ ਵਿਚ ਕਈ ਇਤਿਹਾਸਕ ਅਤੇ ਸੱਭਿਆਚਾਰਕ ਦਿਹਾੜੇ ਆਉਂਦੇ ਹਨ। bbox=[371, 554, 457, 573]
paragraph: ਬੱਚਿਆਂ ਲਈ ਲਿਖੀਆਂ ਗਈਆਂ ਇਹ ਕਹਾਣੀਆਂ ਨਾ ਕੇਵਲ ਮਨੋਰੰਜਨ ਕਰਦੀਆਂ ਹਨ, ਸਗੋਂ ਉਨ੍ਹਾਂ ਨੂੰ ਚੰਗੇ ਸੰਸਕਾਰ ਵੀ ਦਿੰਦੀਆਂ ਹਨ। bbox=[303, 765, 373, 791]
paragraph: ਲੇਖਕ ਨੇ ਪਾਤਰਾਂ ਦੀ ਉਸਾਰੀ ਬਹੁਤ ਧਿਆਨ ਨਾਲ ਕੀਤੀ ਹੈ। ਹਰ ਕਹਾਣੀ ਵਿਚ ਇਕ ਨਵਾਂ ਸੁਨੇਹਾ ਛੁਪਿਆ ਹੋਇਆ ਹੈ। bbox=[159, 805, 205, 838]
story-column-1 bbox=[183, 49, 301, 247]
paragraph: ਪੁਸਤਕ ਦੀ ਭਾਸ਼ਾ ਸਰਲ ਅਤੇ ਰੌਚਕ ਹੈ। ਬੱਚੇ ਇਸ ਨੂੰ ਪੜ੍ਹ ਕੇ ਬੋਰ ਨਹੀਂ ਹੁੰਦੇ ਅਤੇ ਕਹਾਣੀ ਦਾ ਅੰਤ ਇੱਕ ਸਿੱਖਿਆ ਨਾਲ ਹੁੰਦਾ ਹੈ। bbox=[461, 787, 571, 806]
print-header: Main 11 Nov PAGE 11/11/2013 6:17 PM Page 1 bbox=[6, 3, 125, 9]
paragraph: ਤਿੰਨ ਸੌ ਸਾਲਾ ਸ਼ਤਾਬਦੀ ਸਮਾਰੋਹ ਮੌਕੇ ਸ਼ਹਿਰ ਦੇ ਵਿਕਾਸ ਲਈ ਕਰੋੜਾਂ ਰੁਪਏ ਦੇ ਪ੍ਰੋਜੈਕਟ ਸ਼ੁਰੂ ਕੀਤੇ ਗਏ ਸਨ, ਜਿਨ੍ਹਾਂ ਦਾ ਲਾਭ ਅੱਜ ਵੀ ਸੰਗਤਾਂ ਨੂੰ ਮਿਲ ਰਿਹਾ ਹੈ। bbox=[549, 140, 676, 160]
book-meta: ਅਨੁਵਾਦਕ : ਗੁਰਮੀਤ ਸਿੰਘ bbox=[41, 677, 77, 681]
paragraph: ਇਤਿਹਾਸਕ ਗੁਰਦੁਆਰਿਆਂ ਦੀ ਸਾਂਭ-ਸੰਭਾਲ ਅਤੇ ਵਾਤਾਵਰਨ ਦੀ ਸੁਰੱਖਿਆ ਵੱਲ ਵੀ ਵਿਸ਼ੇਸ਼ ਧਿਆਨ ਦੇਣ ਦੀ ਲੋੜ ਹੈ। bbox=[305, 163, 423, 176]
paragraph: ਸ੍ਰੀ ਅਨੰਦਪੁਰ ਸਾਹਿਬ ਦੀ ਧਰਤੀ ਨੂੰ ਸਿੱਖ ਇਤਿਹਾਸ ਵਿਚ ਵਿਸ਼ੇਸ਼ ਸਥਾਨ ਪ੍ਰਾਪਤ ਹੈ। ਇਥੇ ਹੀ ਸ੍ਰੀ ਗੁਰੂ ਗੋਬਿੰਦ ਸਿੰਘ ਜੀ ਨੇ ਖਾਲਸਾ ਪੰਥ ਦੀ ਸਾਜਨਾ ਕੀਤੀ ਸੀ। bbox=[183, 201, 301, 221]
paragraph: ਤਿੰਨ ਸੌ ਸਾਲਾ ਸ਼ਤਾਬਦੀ ਸਮਾਰੋਹ ਮੌਕੇ ਸ਼ਹਿਰ ਦੇ ਵਿਕਾਸ ਲਈ ਕਰੋੜਾਂ ਰੁਪਏ ਦੇ ਪ੍ਰੋਜੈਕਟ ਸ਼ੁਰੂ ਕੀਤੇ ਗਏ ਸਨ, ਜਿਨ੍ਹਾਂ ਦਾ ਲਾਭ ਅੱਜ ਵੀ ਸੰਗਤਾਂ ਨੂੰ ਮਿਲ ਰਿਹਾ ਹੈ। bbox=[427, 121, 545, 140]
paragraph: ਛਪਾਈ ਅਤੇ ਸਰਵਰਕ ਵੀ ਆਕਰਸ਼ਕ ਹੈ। ਇਹ ਪੁਸਤਕ ਹਰ ਸਕੂਲ ਦੀ ਲਾਇਬ੍ਰੇਰੀ ਵਿਚ ਹੋਣੀ ਚਾਹੀਦੀ ਹੈ। bbox=[110, 841, 156, 875]
paragraph: ਮੌਸਮ ਦੇ ਪੱਖੋਂ ਵੀ ਇਹ ਮਹੀਨਾ ਸੁਹਾਵਣਾ ਹੁੰਦਾ ਹੈ, ਨਾ ਜ਼ਿਆਦਾ ਗਰਮੀ ਅਤੇ ਨਾ ਹੀ ਕੜਾਕੇ ਦੀ ਠੰਢ। bbox=[279, 490, 365, 503]
paragraph: ਪੁਸਤਕ ਦੀ ਭਾਸ਼ਾ ਸਰਲ ਅਤੇ ਰੌਚਕ ਹੈ। ਬੱਚੇ ਇਸ ਨੂੰ ਪੜ੍ਹ ਕੇ ਬੋਰ ਨਹੀਂ ਹੁੰਦੇ ਅਤੇ ਕਹਾਣੀ ਦਾ ਅੰਤ ਇੱਕ ਸਿੱਖਿਆ ਨਾਲ ਹੁੰਦਾ ਹੈ। bbox=[461, 923, 571, 943]
paragraph: ਕਿਸਾਨਾਂ ਲਈ ਵੀ ਇਹ ਮਹੀਨਾ ਖ਼ਾਸ ਹੁੰਦਾ ਹੈ ਕਿਉਂਕਿ ਹਾੜੀ ਦੀਆਂ ਫ਼ਸਲਾਂ ਦੀ ਬਿਜਾਈ ਇਸੇ ਸਮੇਂ ਹੁੰਦੀ ਹੈ। bbox=[463, 510, 545, 529]
paragraph: ਬੱਚਿਆਂ ਲਈ ਲਿਖੀਆਂ ਗਈਆਂ ਇਹ ਕਹਾਣੀਆਂ ਨਾ ਕੇਵਲ ਮਨੋਰੰਜਨ ਕਰਦੀਆਂ ਹਨ, ਸਗੋਂ ਉਨ੍ਹਾਂ ਨੂੰ ਚੰਗੇ ਸੰਸਕਾਰ ਵੀ ਦਿੰਦੀਆਂ ਹਨ। bbox=[159, 841, 205, 875]
book-review-right-title: ਸਿੱਖ ਧਰਮ ਨੂੰ ਪ੍ਰਣਾਇਆਂ ਮਹਾਨ ਸਿੱਖ ਵਿਦਵਾਨ bbox=[461, 665, 571, 684]
paragraph: ਲੇਖਕ ਨੇ ਪਾਤਰਾਂ ਦੀ ਉਸਾਰੀ ਬਹੁਤ ਧਿਆਨ ਨਾਲ ਕੀਤੀ ਹੈ। ਹਰ ਕਹਾਣੀ ਵਿਚ ਇਕ ਨਵਾਂ ਸੁਨੇਹਾ ਛੁਪਿਆ ਹੋਇਆ ਹੈ। bbox=[461, 995, 571, 1008]
book-meta: ਫ਼ੋਨ : 88720-11144 bbox=[252, 927, 282, 932]
kids-banner bbox=[207, 661, 452, 687]
kids-signature: —ਅਮਨ ਸਿੰਘ 'ਅਣਖ' ਕੌਰ bbox=[403, 820, 452, 827]
kids-story-title: ਅਣਖ ਕਹਾਣੀਆਂ bbox=[242, 702, 264, 706]
story-column-3 bbox=[427, 49, 545, 268]
paragraph: ਪੁਸਤਕ ਦੀ ਭਾਸ਼ਾ ਸਰਲ ਅਤੇ ਰੌਚਕ ਹੈ। ਬੱਚੇ ਇਸ ਨੂੰ ਪੜ੍ਹ ਕੇ ਬੋਰ ਨਹੀਂ ਹੁੰਦੇ ਅਤੇ ਕਹਾਣੀ ਦਾ ਅੰਤ ਇੱਕ ਸਿੱਖਿਆ ਨਾਲ ਹੁੰਦਾ ਹੈ। bbox=[15, 779, 103, 798]
paragraph: ਹੋਲਾ ਮਹੱਲਾ ਮੌਕੇ ਲੱਖਾਂ ਦੀ ਗਿਣਤੀ ਵਿਚ ਸੰਗਤਾਂ ਪਹੁੰਚਦੀਆਂ ਹਨ। ਨਿਹੰਗ ਸਿੰਘ ਆਪਣੇ ਪਰੰਪਰਾਗਤ ਜੰਗੀ ਕਰਤੱਬ ਦਿਖਾਉਂਦੇ ਹਨ। bbox=[183, 116, 301, 129]
kids-column-3 bbox=[377, 691, 452, 826]
paragraph: ਬੱਚਿਆਂ ਲਈ ਲਿਖੀਆਂ ਗਈਆਂ ਇਹ ਕਹਾਣੀਆਂ ਨਾ ਕੇਵਲ ਮਨੋਰੰਜਨ ਕਰਦੀਆਂ ਹਨ, ਸਗੋਂ ਉਨ੍ਹਾਂ ਨੂੰ ਚੰਗੇ ਸੰਸਕਾਰ ਵੀ ਦਿੰਦੀਆਂ ਹਨ। bbox=[207, 709, 299, 729]
color-registration-bar bbox=[135, 16, 365, 27]
paragraph: ਸਥਾਨਕ ਲੋਕਾਂ ਦਾ ਕਹਿਣਾ ਹੈ ਕਿ ਜੇਕਰ ਸਰਕਾਰ ਇਸੇ ਤਰ੍ਹਾਂ ਧਿਆਨ ਦਿੰਦੀ ਰਹੇ ਤਾਂ ਇਹ ਸ਼ਹਿਰ ਸੈਰ-ਸਪਾਟੇ ਦੇ ਨਕਸ਼ੇ ਉੱਤੇ ਹੋਰ ਉਭਰ ਸਕਦਾ ਹੈ। bbox=[555, 536, 676, 556]
left-article-body bbox=[11, 119, 179, 304]
kids-illustration bbox=[207, 755, 299, 813]
paragraph: ਹੋਲਾ ਮਹੱਲਾ ਮੌਕੇ ਲੱਖਾਂ ਦੀ ਗਿਣਤੀ ਵਿਚ ਸੰਗਤਾਂ ਪਹੁੰਚਦੀਆਂ ਹਨ। ਨਿਹੰਗ ਸਿੰਘ ਆਪਣੇ ਪਰੰਪਰਾਗਤ ਜੰਗੀ ਕਰਤੱਬ ਦਿਖਾਉਂਦੇ ਹਨ। bbox=[555, 483, 676, 495]
paragraph: ਪੁਸਤਕ ਦੀ ਭਾਸ਼ਾ ਸਰਲ ਅਤੇ ਰੌਚਕ ਹੈ। ਬੱਚੇ ਇਸ ਨੂੰ ਪੜ੍ਹ ਕੇ ਬੋਰ ਨਹੀਂ ਹੁੰਦੇ ਅਤੇ ਕਹਾਣੀ ਦਾ ਅੰਤ ਇੱਕ ਸਿੱਖਿਆ ਨਾਲ ਹੁੰਦਾ ਹੈ। bbox=[110, 805, 156, 838]
paragraph: ਬੱਚਿਆਂ ਲਈ ਲਿਖੀਆਂ ਗਈਆਂ ਇਹ ਕਹਾਣੀਆਂ ਨਾ ਕੇਵਲ ਮਨੋਰੰਜਨ ਕਰਦੀਆਂ ਹਨ, ਸਗੋਂ ਉਨ੍ਹਾਂ ਨੂੰ ਚੰਗੇ ਸੰਸਕਾਰ ਵੀ ਦਿੰਦੀਆਂ ਹਨ। bbox=[461, 901, 571, 920]
paragraph: ਲੇਖਕ ਨੇ ਪਾਤਰਾਂ ਦੀ ਉਸਾਰੀ ਬਹੁਤ ਧਿਆਨ ਨਾਲ ਕੀਤੀ ਹੈ। ਹਰ ਕਹਾਣੀ ਵਿਚ ਇਕ ਨਵਾਂ ਸੁਨੇਹਾ ਛੁਪਿਆ ਹੋਇਆ ਹੈ। bbox=[461, 771, 571, 784]
paragraph: ਲੇਖਕ ਨੇ ਪਾਤਰਾਂ ਦੀ ਉਸਾਰੀ ਬਹੁਤ ਧਿਆਨ ਨਾਲ ਕੀਤੀ ਹੈ। ਹਰ ਕਹਾਣੀ ਵਿਚ ਇਕ ਨਵਾਂ ਸੁਨੇਹਾ ਛੁਪਿਆ ਹੋਇਆ ਹੈ। bbox=[331, 961, 451, 974]
paragraph: ਸਥਾਨਕ ਲੋਕਾਂ ਦਾ ਕਹਿਣਾ ਹੈ ਕਿ ਜੇਕਰ ਸਰਕਾਰ ਇਸੇ ਤਰ੍ਹਾਂ ਧਿਆਨ ਦਿੰਦੀ ਰਹੇ ਤਾਂ ਇਹ ਸ਼ਹਿਰ ਸੈਰ-ਸਪਾਟੇ ਦੇ ਨਕਸ਼ੇ ਉੱਤੇ ਹੋਰ ਉਭਰ ਸਕਦਾ ਹੈ। bbox=[549, 163, 676, 176]
hola-mohalla-photo bbox=[427, 49, 545, 119]
paragraph: ਸੜਕਾਂ, ਸਰਾਵਾਂ, ਪੀਣ ਵਾਲੇ ਪਾਣੀ ਅਤੇ ਸਫ਼ਾਈ ਪ੍ਰਬੰਧਾਂ ਵਿਚ ਵੱਡਾ ਸੁਧਾਰ ਹੋਇਆ। ਵਿਰਾਸਤ-ਏ-ਖਾਲਸਾ ਅਜਾਇਬ ਘਰ ਨੇ ਸੈਲਾਨੀਆਂ ਦੀ ਗਿਣਤੀ ਵਿਚ ਵਾਧਾ ਕੀਤਾ। bbox=[555, 559, 676, 579]
paragraph: ਛਪਾਈ ਅਤੇ ਸਰਵਰਕ ਵੀ ਆਕਰਸ਼ਕ ਹੈ। ਇਹ ਪੁਸਤਕ ਹਰ ਸਕੂਲ ਦੀ ਲਾਇਬ੍ਰੇਰੀ ਵਿਚ ਹੋਣੀ ਚਾਹੀਦੀ ਹੈ। bbox=[15, 824, 103, 843]
paragraph: ਪੁਸਤਕ ਦੀ ਭਾਸ਼ਾ ਸਰਲ ਅਤੇ ਰੌਚਕ ਹੈ। ਬੱਚੇ ਇਸ ਨੂੰ ਪੜ੍ਹ ਕੇ ਬੋਰ ਨਹੀਂ ਹੁੰਦੇ ਅਤੇ ਕਹਾਣੀ ਦਾ ਅੰਤ ਇੱਕ ਸਿੱਖਿਆ ਨਾਲ ਹੁੰਦਾ ਹੈ। bbox=[579, 744, 676, 763]
paragraph: ਬੱਚਿਆਂ ਲਈ ਲਿਖੀਆਂ ਗਈਆਂ ਇਹ ਕਹਾਣੀਆਂ ਨਾ ਕੇਵਲ ਮਨੋਰੰਜਨ ਕਰਦੀਆਂ ਹਨ, ਸਗੋਂ ਉਨ੍ਹਾਂ ਨੂੰ ਚੰਗੇ ਸੰਸਕਾਰ ਵੀ ਦਿੰਦੀਆਂ ਹਨ। bbox=[331, 914, 451, 927]
paragraph: ਕਿਸਾਨਾਂ ਲਈ ਵੀ ਇਹ ਮਹੀਨਾ ਖ਼ਾਸ ਹੁੰਦਾ ਹੈ ਕਿਉਂਕਿ ਹਾੜੀ ਦੀਆਂ ਫ਼ਸਲਾਂ ਦੀ ਬਿਜਾਈ ਇਸੇ ਸਮੇਂ ਹੁੰਦੀ ਹੈ। bbox=[279, 506, 365, 525]
paragraph: ਹੋਲਾ ਮਹੱਲਾ ਮੌਕੇ ਲੱਖਾਂ ਦੀ ਗਿਣਤੀ ਵਿਚ ਸੰਗਤਾਂ ਪਹੁੰਚਦੀਆਂ ਹਨ। ਨਿਹੰਗ ਸਿੰਘ ਆਪਣੇ ਪਰੰਪਰਾਗਤ ਜੰਗੀ ਕਰਤੱਬ ਦਿਖਾਉਂਦੇ ਹਨ। bbox=[549, 109, 676, 122]
punjab-sargarmi-box bbox=[457, 887, 575, 1079]
paragraph: ਪੁਸਤਕ ਦੀ ਭਾਸ਼ਾ ਸਰਲ ਅਤੇ ਰੌਚਕ ਹੈ। ਬੱਚੇ ਇਸ ਨੂੰ ਪੜ੍ਹ ਕੇ ਬੋਰ ਨਹੀਂ ਹੁੰਦੇ ਅਤੇ ਕਹਾਣੀ ਦਾ ਅੰਤ ਇੱਕ ਸਿੱਖਿਆ ਨਾਲ ਹੁੰਦਾ ਹੈ। bbox=[303, 691, 373, 717]
paragraph: ਵੱਖ-ਵੱਖ ਰਾਜਾਂ ਵਿਚ ਰਹਿੰਦੇ ਨੌਜਵਾਨਾਂ ਦੀ ਜ਼ਿੰਦਗੀ ਦੇ ਕਈ ਪੱਖ ਹਨ। ਇਹ ਨੌਜਵਾਨ ਆਪਣੀ ਜ਼ਿੰਦਗੀ ਨੂੰ ਕਿਸ ਤਰ੍ਹਾਂ ਬਸਰ ਕਰ ਰਹੇ ਹਨ, ਇਸ ਦਾ ਅਧਿਐਨ ਕਰਨਾ ਬਹੁਤ ਜ਼ਰੂਰੀ ਹੈ। bbox=[97, 244, 179, 271]
paragraph: ਨਵੰਬਰ ਦਾ ਮਹੀਨਾ ਕਈ ਪੱਖਾਂ ਤੋਂ ਵਿਲੱਖਣ ਮੰਨਿਆ ਜਾਂਦਾ ਹੈ। ਇਸ ਮਹੀਨੇ ਵਿਚ ਕਈ ਇਤਿਹਾਸਕ ਅਤੇ ਸੱਭਿਆਚਾਰਕ ਦਿਹਾੜੇ ਆਉਂਦੇ ਹਨ। bbox=[187, 558, 273, 577]
book-cover-image bbox=[15, 702, 103, 754]
feature-column-3 bbox=[371, 468, 457, 606]
paragraph: ਲੇਖਕ ਨੇ ਪਾਤਰਾਂ ਦੀ ਉਸਾਰੀ ਬਹੁਤ ਧਿਆਨ ਨਾਲ ਕੀਤੀ ਹੈ। ਹਰ ਕਹਾਣੀ ਵਿਚ ਇਕ ਨਵਾਂ ਸੁਨੇਹਾ ਛੁਪਿਆ ਹੋਇਆ ਹੈ। bbox=[15, 868, 103, 888]
paragraph: ਪਰ ਕਈ ਪ੍ਰੋਜੈਕਟ ਅਜੇ ਵੀ ਅਧੂਰੇ ਪਏ ਹਨ ਅਤੇ ਉਨ੍ਹਾਂ ਨੂੰ ਮੁਕੰਮਲ ਕਰਨ ਦੀ ਲੋੜ ਹੈ, ਤਾਂ ਜੋ ਸ਼ਤਾਬਦੀ ਦਾ ਮਕਸਦ ਪੂਰਾ ਹੋ ਸਕੇ। bbox=[305, 217, 423, 230]
book-meta: ਫ਼ੋਨ : 98151-33333 bbox=[501, 695, 531, 700]
paragraph: ਤਿੰਨ ਸੌ ਸਾਲਾ ਸ਼ਤਾਬਦੀ ਸਮਾਰੋਹ ਮੌਕੇ ਸ਼ਹਿਰ ਦੇ ਵਿਕਾਸ ਲਈ ਕਰੋੜਾਂ ਰੁਪਏ ਦੇ ਪ੍ਰੋਜੈਕਟ ਸ਼ੁਰੂ ਕੀਤੇ ਗਏ ਸਨ, ਜਿਨ੍ਹਾਂ ਦਾ ਲਾਭ ਅੱਜ ਵੀ ਸੰਗਤਾਂ ਨੂੰ ਮਿਲ ਰਿਹਾ ਹੈ। bbox=[555, 460, 676, 480]
paragraph: ਪੁਸਤਕ ਦੀ ਭਾਸ਼ਾ ਸਰਲ ਅਤੇ ਰੌਚਕ ਹੈ। ਬੱਚੇ ਇਸ ਨੂੰ ਪੜ੍ਹ ਕੇ ਬੋਰ ਨਹੀਂ ਹੁੰਦੇ ਅਤੇ ਕਹਾਣੀ ਦਾ ਅੰਤ ਇੱਕ ਸਿੱਖਿਆ ਨਾਲ ਹੁੰਦਾ ਹੈ। bbox=[211, 1000, 323, 1013]
kids-column-2 bbox=[303, 691, 373, 824]
paragraph: ਨੌਜਵਾਨਾਂ ਲਈ ਰੁਜ਼ਗਾਰ ਦੇ ਮੌਕੇ ਪੈਦਾ ਕਰਨ ਵਾਸਤੇ ਛੋਟੇ ਉਦਯੋਗਾਂ ਨੂੰ ਉਤਸ਼ਾਹਿਤ ਕਰਨਾ ਵੀ ਜ਼ਰੂਰੀ ਹੈ। bbox=[305, 125, 423, 138]
paragraph: ਸਥਾਨਕ ਲੋਕਾਂ ਦਾ ਕਹਿਣਾ ਹੈ ਕਿ ਜੇਕਰ ਸਰਕਾਰ ਇਸੇ ਤਰ੍ਹਾਂ ਧਿਆਨ ਦਿੰਦੀ ਰਹੇ ਤਾਂ ਇਹ ਸ਼ਹਿਰ ਸੈਰ-ਸਪਾਟੇ ਦੇ ਨਕਸ਼ੇ ਉੱਤੇ ਹੋਰ ਉਭਰ ਸਕਦਾ ਹੈ। bbox=[305, 64, 423, 84]
book-review-mid bbox=[207, 899, 327, 1079]
kids-illustration-2 bbox=[377, 744, 452, 794]
paragraph: ਮੌਸਮ ਦੇ ਪੱਖੋਂ ਵੀ ਇਹ ਮਹੀਨਾ ਸੁਹਾਵਣਾ ਹੁੰਦਾ ਹੈ, ਨਾ ਜ਼ਿਆਦਾ ਗਰਮੀ ਅਤੇ ਨਾ ਹੀ ਕੜਾਕੇ ਦੀ ਠੰਢ। bbox=[463, 487, 545, 507]
feature-title: ਵਿਲੱਖਣ ਹੈ ਨਵੰਬਰ ਮਹੀਨਾ bbox=[296, 449, 437, 466]
top-strip bbox=[7, 13, 680, 31]
paragraph: ਪੁਸਤਕ ਦੀ ਭਾਸ਼ਾ ਸਰਲ ਅਤੇ ਰੌਚਕ ਹੈ। ਬੱਚੇ ਇਸ ਨੂੰ ਪੜ੍ਹ ਕੇ ਬੋਰ ਨਹੀਂ ਹੁੰਦੇ ਅਤੇ ਕਹਾਣੀ ਦਾ ਅੰਤ ਇੱਕ ਸਿੱਖਿਆ ਨਾਲ ਹੁੰਦਾ ਹੈ। bbox=[207, 731, 299, 751]
paragraph: ਬੱਚਿਆਂ ਲਈ ਲਿਖੀਆਂ ਗਈਆਂ ਇਹ ਕਹਾਣੀਆਂ ਨਾ ਕੇਵਲ ਮਨੋਰੰਜਨ ਕਰਦੀਆਂ ਹਨ, ਸਗੋਂ ਉਨ੍ਹਾਂ ਨੂੰ ਚੰਗੇ ਸੰਸਕਾਰ ਵੀ ਦਿੰਦੀਆਂ ਹਨ। bbox=[15, 756, 103, 776]
paragraph: ਇਤਿਹਾਸਕ ਗੁਰਦੁਆਰਿਆਂ ਦੀ ਸਾਂਭ-ਸੰਭਾਲ ਅਤੇ ਵਾਤਾਵਰਨ ਦੀ ਸੁਰੱਖਿਆ ਵੱਲ ਵੀ ਵਿਸ਼ੇਸ਼ ਧਿਆਨ ਦੇਣ ਦੀ ਲੋੜ ਹੈ। bbox=[549, 71, 676, 84]
punjab-sargarmi-title: ਪੰਜਾਬ ਸਰਗਰਮੀ bbox=[491, 891, 541, 900]
section-label: ਅਜੀਤ bbox=[21, 16, 41, 25]
paragraph: ਸੜਕਾਂ, ਸਰਾਵਾਂ, ਪੀਣ ਵਾਲੇ ਪਾਣੀ ਅਤੇ ਸਫ਼ਾਈ ਪ੍ਰਬੰਧਾਂ ਵਿਚ ਵੱਡਾ ਸੁਧਾਰ ਹੋਇਆ। ਵਿਰਾਸਤ-ਏ-ਖਾਲਸਾ ਅਜਾਇਬ ਘਰ ਨੇ ਸੈਲਾਨੀਆਂ ਦੀ ਗਿਣਤੀ ਵਿਚ ਵਾਧਾ ਕੀਤਾ। bbox=[549, 49, 676, 68]
feature-subhead-1: ਵਿਸ਼ੇਸ਼ ਦਿਨ bbox=[187, 468, 213, 474]
kids-subtitle: ਅਨਮੋਲ ਕਹਾਣੀਆਂ bbox=[222, 691, 284, 701]
cmyk-mark: C M Y K bbox=[323, 1074, 364, 1080]
paragraph: ਪਰ ਕਈ ਪ੍ਰੋਜੈਕਟ ਅਜੇ ਵੀ ਅਧੂਰੇ ਪਏ ਹਨ ਅਤੇ ਉਨ੍ਹਾਂ ਨੂੰ ਮੁਕੰਮਲ ਕਰਨ ਦੀ ਲੋੜ ਹੈ, ਤਾਂ ਜੋ ਸ਼ਤਾਬਦੀ ਦਾ ਮਕਸਦ ਪੂਰਾ ਹੋ ਸਕੇ। bbox=[305, 87, 423, 99]
main-headline: ਅਨੰਦਪੁਰ ਸਾਹਿਬ ਦੇ ਵਿਕਾਸ ਵਿਚ ਸ਼ਤਾਬਦੀ ਸਮਾਰੋਹ ਦਾ ਰਿਹਾ ਅਹਿਮ ਯੋਗਦਾਨ bbox=[265, 33, 594, 45]
paragraph: ਅਜਿਹੇ ਮਾਹੌਲ ਵਿਚ ਪਲਣ ਵਾਲੇ ਬੱਚੇ ਅੱਗੇ ਜਾ ਕੇ ਸਮਾਜ ਲਈ ਖ਼ਤਰਾ ਬਣ ਜਾਂਦੇ ਹਨ। ਉਨ੍ਹਾਂ ਦੀਆਂ ਕਾਰਵਾਈਆਂ ਨਾਲ ਅਮਨ-ਕਾਨੂੰਨ ਦੀ ਸਥਿਤੀ ਵਿਗੜਦੀ ਹੈ। bbox=[11, 147, 93, 174]
book-meta: ਲੇਖਕ : ਪ੍ਰਗਟ ਸਿੰਘ ਗਰੇਵਾਲ bbox=[496, 685, 536, 689]
feature-article bbox=[183, 445, 550, 655]
book-cover-image-2 bbox=[461, 725, 571, 769]
feature-note: ਨਵੰਬਰ ਮਹੀਨੇ ਨਾਲ ਜੁੜੇ ਕਈ ਇਤਿਹਾਸਕ ਦਿਹਾੜੇ bbox=[472, 471, 536, 475]
paragraph: ਇਸ ਮਹੀਨੇ ਪੰਜਾਬ ਦਿਵਸ, ਬਾਲ ਦਿਵਸ ਅਤੇ ਸ੍ਰੀ ਗੁਰੂ ਨਾਨਕ ਦੇਵ ਜੀ ਦਾ ਪ੍ਰਕਾਸ਼ ਪੁਰਬ ਮਨਾਇਆ ਜਾਂਦਾ ਹੈ। bbox=[279, 551, 365, 570]
book-review-left-title: ਸਿਰਤਾਜ ਦੀ ਪਾਵ bbox=[33, 665, 85, 674]
masthead-logo: ਅਜੀਤ bbox=[62, 37, 128, 65]
paragraph: ਸਮਾਜ ਨੂੰ ਚਾਹੀਦਾ ਹੈ ਕਿ ਉਹ ਨੌਜਵਾਨਾਂ ਨੂੰ ਸਹੀ ਸੇਧ ਦੇਵੇ, ਤਾਂ ਜੋ ਉਹ ਗਲਤ ਰਾਹ ਉੱਤੇ ਨਾ ਤੁਰ ਸਕਣ ਅਤੇ ਦੇਸ਼ ਦੇ ਚੰਗੇ ਨਾਗਰਿਕ ਬਣ ਸਕਣ। bbox=[97, 118, 179, 138]
paragraph: ਪੁਸਤਕ ਦੀ ਭਾਸ਼ਾ ਸਰਲ ਅਤੇ ਰੌਚਕ ਹੈ। ਬੱਚੇ ਇਸ ਨੂੰ ਪੜ੍ਹ ਕੇ ਬੋਰ ਨਹੀਂ ਹੁੰਦੇ ਅਤੇ ਕਹਾਣੀ ਦਾ ਅੰਤ ਇੱਕ ਸਿੱਖਿਆ ਨਾਲ ਹੁੰਦਾ ਹੈ। bbox=[579, 661, 676, 680]
